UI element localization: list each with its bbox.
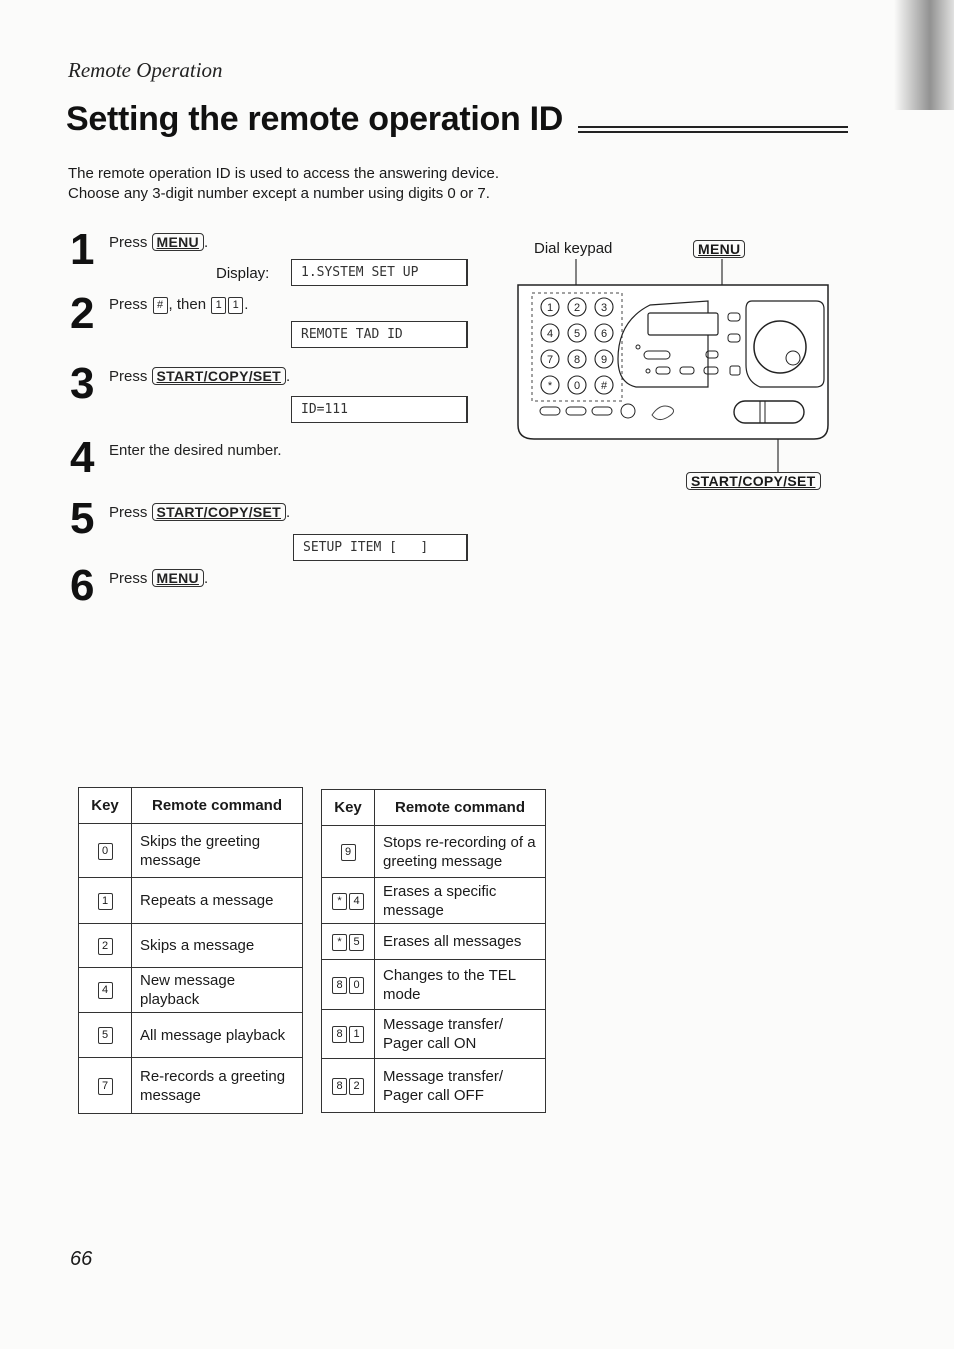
command-cell: Changes to the TEL mode <box>375 960 546 1010</box>
key-cell <box>322 960 375 1010</box>
step-number: 1 <box>70 225 93 274</box>
key-cell <box>79 824 132 878</box>
step-1-text <box>109 233 208 251</box>
key-glyph: 1 <box>349 1026 364 1043</box>
step-suffix: . <box>244 296 249 313</box>
keypad-button-label: 5 <box>573 328 581 340</box>
table-row <box>322 878 546 924</box>
key-glyph: 5 <box>349 934 364 951</box>
column-header-key: Key <box>79 788 132 824</box>
key-glyph: 2 <box>349 1078 364 1095</box>
key-glyph: 8 <box>332 1078 347 1095</box>
table-header-row <box>322 790 546 826</box>
step-suffix: . <box>203 570 209 587</box>
step-3-text <box>109 367 290 385</box>
keypad-button-label: 8 <box>573 354 581 366</box>
key-cell <box>79 1013 132 1058</box>
keypad-button-label: 0 <box>573 380 581 392</box>
command-cell: Skips the greeting message <box>132 824 303 878</box>
keypad-button-label: 3 <box>600 302 608 314</box>
column-header-key: Key <box>322 790 375 826</box>
keypad-button-label: 1 <box>546 302 554 314</box>
key-cell <box>79 968 132 1013</box>
key-cell <box>322 924 375 960</box>
step-suffix: . <box>286 368 291 385</box>
lcd-window <box>648 313 718 335</box>
display-label: Display: <box>216 265 270 282</box>
command-cell: Repeats a message <box>132 878 303 924</box>
table-row <box>322 1059 546 1113</box>
step-5-text <box>109 503 290 521</box>
dial-keypad-label: Dial keypad <box>534 240 613 257</box>
command-cell: Re-records a greeting message <box>132 1058 303 1114</box>
keypad-button-label: 2 <box>573 302 581 314</box>
lcd-display: ID=111 <box>291 396 468 423</box>
key-glyph: 9 <box>341 844 356 861</box>
table-row <box>322 924 546 960</box>
step-4-text: Enter the desired number. <box>109 442 282 459</box>
key-cell <box>79 1058 132 1114</box>
button-shape <box>621 404 635 418</box>
menu-key: MENU <box>152 233 204 251</box>
key-cell <box>79 924 132 968</box>
fax-machine-illustration <box>510 255 840 477</box>
intro-text <box>68 164 499 204</box>
table-row <box>79 968 303 1013</box>
key-glyph: 7 <box>98 1078 113 1095</box>
keypad-button-label: 9 <box>600 354 608 366</box>
table-row <box>322 826 546 878</box>
table-row <box>322 1010 546 1059</box>
menu-key: MENU <box>152 569 204 587</box>
remote-command-table-right <box>321 789 546 1113</box>
page-number: 66 <box>70 1248 93 1270</box>
table-row <box>79 1058 303 1114</box>
command-cell: Stops re-recording of a greeting message <box>375 826 546 878</box>
lcd-display: REMOTE TAD ID <box>291 321 468 348</box>
key-glyph: 2 <box>98 938 113 955</box>
step-suffix: . <box>286 504 291 521</box>
command-cell: Erases a specific message <box>375 878 546 924</box>
title-rule <box>578 126 848 128</box>
step-6-text <box>109 569 208 587</box>
intro-line: The remote operation ID is used to access the answering device. <box>68 165 500 182</box>
column-header-command: Remote command <box>375 790 546 826</box>
step-number: 3 <box>70 359 93 408</box>
table-header-row <box>79 788 303 824</box>
key-glyph: 8 <box>332 1026 347 1043</box>
step-suffix: . <box>203 234 209 251</box>
command-cell: Message transfer/ Pager call ON <box>375 1010 546 1059</box>
keypad-button-label: # <box>600 380 608 392</box>
lcd-display: SETUP ITEM [ ] <box>293 534 468 561</box>
table-row <box>79 878 303 924</box>
speaker-dial <box>754 321 806 373</box>
key-cell <box>322 878 375 924</box>
intro-line: Choose any 3-digit number except a number using digits 0 or 7. <box>68 185 490 202</box>
table-row <box>79 1013 303 1058</box>
key-cell <box>322 1059 375 1113</box>
command-cell: Erases all messages <box>375 924 546 960</box>
title-rule <box>578 131 848 133</box>
step-prefix: Press <box>109 368 148 385</box>
keypad-button-label: * <box>547 380 553 392</box>
table-row <box>79 824 303 878</box>
key-glyph: 1 <box>98 893 113 910</box>
page-title: Setting the remote operation ID <box>66 100 563 138</box>
step-number: 5 <box>70 494 93 543</box>
section-label: Remote Operation <box>68 58 223 82</box>
command-cell: Skips a message <box>132 924 303 968</box>
start-copy-set-key: START/COPY/SET <box>152 503 287 521</box>
key-glyph: * <box>332 934 347 951</box>
step-number: 6 <box>70 561 93 610</box>
column-header-command: Remote command <box>132 788 303 824</box>
command-cell: New message playback <box>132 968 303 1013</box>
hash-key: # <box>153 297 168 314</box>
key-glyph: 0 <box>349 977 364 994</box>
step-middle: , then <box>168 296 207 313</box>
menu-key: MENU <box>693 240 745 258</box>
key-glyph: 4 <box>349 893 364 910</box>
keypad-button-label: 7 <box>546 354 554 366</box>
start-button-shape <box>734 401 804 423</box>
lcd-display: 1.SYSTEM SET UP <box>291 259 468 286</box>
digit-key: 1 <box>228 297 243 314</box>
table-row <box>79 924 303 968</box>
command-cell: Message transfer/ Pager call OFF <box>375 1059 546 1113</box>
table-row <box>322 960 546 1010</box>
step-2-text <box>109 296 248 314</box>
start-copy-set-key: START/COPY/SET <box>686 472 821 490</box>
step-number: 4 <box>70 433 93 482</box>
step-prefix: Press <box>109 504 148 521</box>
digit-key: 1 <box>211 297 226 314</box>
step-prefix: Press <box>109 234 148 251</box>
step-prefix: Press <box>109 570 148 587</box>
keypad-button-label: 6 <box>600 328 608 340</box>
key-glyph: 4 <box>98 982 113 999</box>
key-cell <box>322 826 375 878</box>
command-cell: All message playback <box>132 1013 303 1058</box>
remote-command-table-left <box>78 787 303 1114</box>
scan-shadow <box>894 0 954 110</box>
key-glyph: 8 <box>332 977 347 994</box>
step-prefix: Press <box>109 296 148 313</box>
key-glyph: 0 <box>98 843 113 860</box>
key-cell <box>79 878 132 924</box>
key-cell <box>322 1010 375 1059</box>
start-copy-set-key: START/COPY/SET <box>152 367 287 385</box>
key-glyph: 5 <box>98 1027 113 1044</box>
key-glyph: * <box>332 893 347 910</box>
step-number: 2 <box>70 289 93 338</box>
keypad-button-label: 4 <box>546 328 554 340</box>
